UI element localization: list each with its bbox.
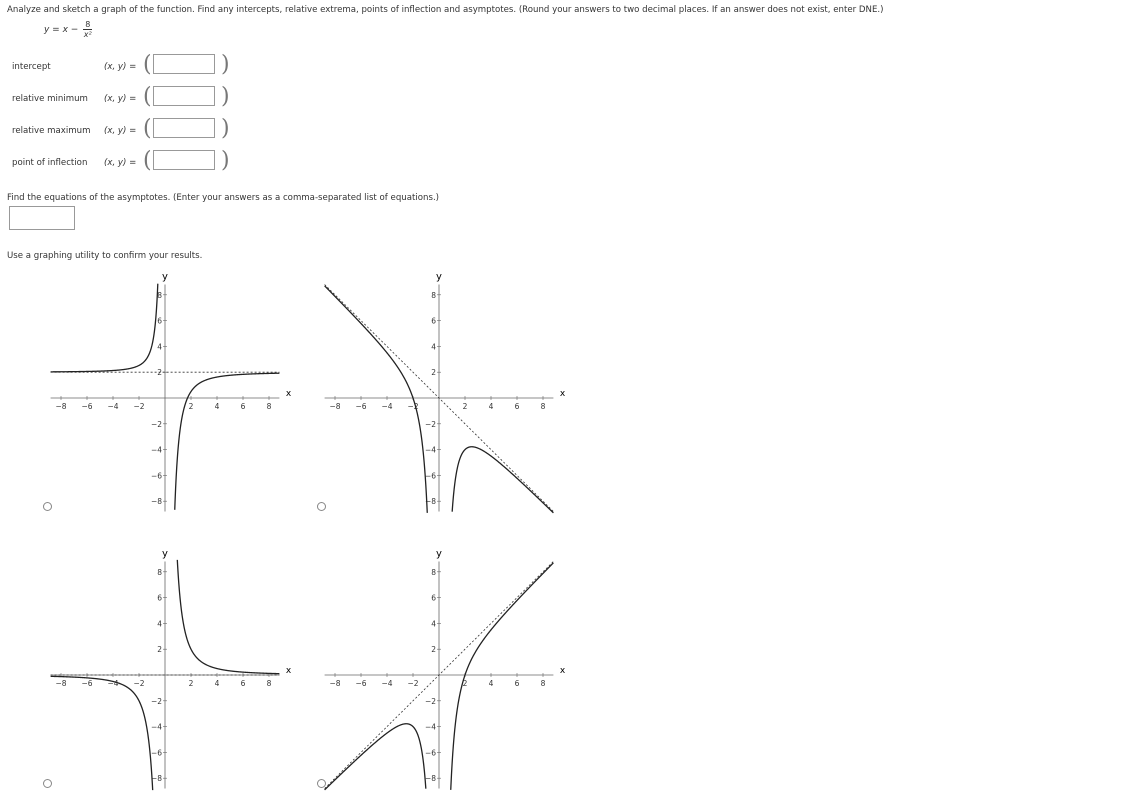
relative-minimum-input[interactable] (153, 86, 215, 106)
y-axis-label: y (162, 271, 168, 283)
y-tick-label: −8 (424, 497, 436, 507)
x-tick-label: −4 (381, 402, 393, 411)
y-tick-label: 4 (431, 619, 436, 629)
x-tick-label: 4 (214, 402, 220, 411)
x-tick-label: −4 (107, 402, 119, 411)
x-tick-label: 4 (488, 402, 494, 411)
x-tick-label: 4 (214, 679, 220, 688)
y-axis-label: y (162, 548, 168, 560)
close-paren: ) (221, 148, 230, 173)
intercept-input[interactable] (153, 54, 215, 74)
function-curve (51, 676, 153, 790)
x-tick-label: 2 (188, 679, 194, 688)
x-axis-label: x (559, 389, 566, 399)
y-tick-label: 6 (157, 593, 162, 603)
equation-lhs: y = x − (44, 25, 79, 35)
y-axis-label: y (436, 271, 442, 283)
x-tick-label: 6 (514, 402, 520, 411)
x-tick-label: −6 (355, 679, 367, 688)
relative-maximum-input[interactable] (153, 118, 215, 138)
y-tick-label: 8 (157, 290, 162, 300)
y-tick-label: 2 (157, 645, 162, 655)
open-paren: ( (143, 148, 152, 173)
graph-option-4 (324, 542, 574, 792)
y-tick-label: −6 (150, 471, 162, 481)
equation-denominator: x² (83, 30, 92, 39)
y-tick-label: −4 (150, 445, 162, 455)
x-axis-label: x (285, 666, 292, 676)
relative-maximum-label: relative maximum (12, 126, 91, 136)
function-curve (177, 560, 279, 674)
y-tick-label: 4 (157, 342, 162, 352)
x-tick-label: −8 (329, 402, 341, 411)
y-tick-label: −2 (424, 419, 436, 429)
y-tick-label: 8 (431, 567, 436, 577)
function-curve (51, 284, 158, 372)
x-tick-label: 8 (540, 402, 546, 411)
y-tick-label: −4 (424, 445, 436, 455)
point-of-inflection-input[interactable] (153, 150, 215, 170)
equation-numerator: 8 (85, 20, 91, 29)
x-tick-label: −6 (81, 402, 93, 411)
point-of-inflection-xy-label: (x, y) = (104, 158, 137, 168)
y-axis-label: y (436, 548, 442, 560)
intercept-xy-label: (x, y) = (104, 62, 137, 72)
point-of-inflection-label: point of inflection (12, 158, 88, 168)
asymptote-prompt: Find the equations of the asymptotes. (Enter your answers as a comma-separated list of equations.) (7, 193, 440, 203)
x-tick-label: 2 (462, 402, 468, 411)
graph-option-2 (324, 265, 574, 515)
function-curve (325, 286, 428, 513)
y-tick-label: 2 (157, 368, 162, 378)
x-axis-label: x (285, 389, 292, 399)
y-tick-label: −6 (424, 471, 436, 481)
equation-fraction (83, 20, 92, 39)
x-tick-label: −2 (133, 402, 145, 411)
asymptotes-input[interactable] (9, 206, 75, 230)
y-tick-label: 6 (431, 593, 436, 603)
y-tick-label: −4 (424, 722, 436, 732)
x-tick-label: 8 (540, 679, 546, 688)
relative-maximum-xy-label: (x, y) = (104, 126, 137, 136)
x-tick-label: −4 (107, 679, 119, 688)
function-curve (452, 447, 553, 513)
y-tick-label: 2 (431, 645, 436, 655)
close-paren: ) (221, 52, 230, 77)
x-tick-label: −8 (55, 679, 67, 688)
x-tick-label: −2 (407, 402, 419, 411)
x-tick-label: 6 (514, 679, 520, 688)
y-tick-label: −8 (424, 774, 436, 784)
y-tick-label: −6 (424, 748, 436, 758)
function-curve (325, 724, 426, 790)
graph-option-1 (50, 265, 300, 515)
close-paren: ) (221, 116, 230, 141)
x-tick-label: 6 (240, 402, 246, 411)
x-tick-label: −4 (381, 679, 393, 688)
x-tick-label: 2 (462, 679, 468, 688)
x-tick-label: 8 (266, 402, 272, 411)
graph-option-3 (50, 542, 300, 792)
x-tick-label: −2 (407, 679, 419, 688)
close-paren: ) (221, 84, 230, 109)
y-tick-label: 8 (157, 567, 162, 577)
function-curve (175, 373, 280, 510)
open-paren: ( (143, 116, 152, 141)
x-tick-label: −8 (55, 402, 67, 411)
y-tick-label: 6 (431, 316, 436, 326)
graph-prompt: Use a graphing utility to confirm your results. (7, 251, 203, 261)
x-tick-label: −6 (81, 679, 93, 688)
y-tick-label: 4 (157, 619, 162, 629)
y-tick-label: 2 (431, 368, 436, 378)
function-equation (44, 20, 92, 39)
x-tick-label: −2 (133, 679, 145, 688)
open-paren: ( (143, 52, 152, 77)
open-paren: ( (143, 84, 152, 109)
y-tick-label: 8 (431, 290, 436, 300)
x-tick-label: 8 (266, 679, 272, 688)
y-tick-label: −6 (150, 748, 162, 758)
intercept-label: intercept (12, 62, 51, 72)
x-tick-label: 4 (488, 679, 494, 688)
y-tick-label: −8 (150, 774, 162, 784)
y-tick-label: 4 (431, 342, 436, 352)
instructions: Analyze and sketch a graph of the function. Find any intercepts, relative extrema, points of inflection and asymptotes. (Round your answers to two decimal places. If an answer does not exist, enter DNE.) (7, 5, 884, 15)
x-tick-label: 6 (240, 679, 246, 688)
function-curve (451, 563, 554, 790)
x-tick-label: 2 (188, 402, 194, 411)
y-tick-label: −4 (150, 722, 162, 732)
y-tick-label: 6 (157, 316, 162, 326)
x-axis-label: x (559, 666, 566, 676)
y-tick-label: −2 (424, 696, 436, 706)
y-tick-label: −2 (150, 696, 162, 706)
y-tick-label: −8 (150, 497, 162, 507)
relative-minimum-label: relative minimum (12, 94, 88, 104)
relative-minimum-xy-label: (x, y) = (104, 94, 137, 104)
y-tick-label: −2 (150, 419, 162, 429)
x-tick-label: −6 (355, 402, 367, 411)
x-tick-label: −8 (329, 679, 341, 688)
